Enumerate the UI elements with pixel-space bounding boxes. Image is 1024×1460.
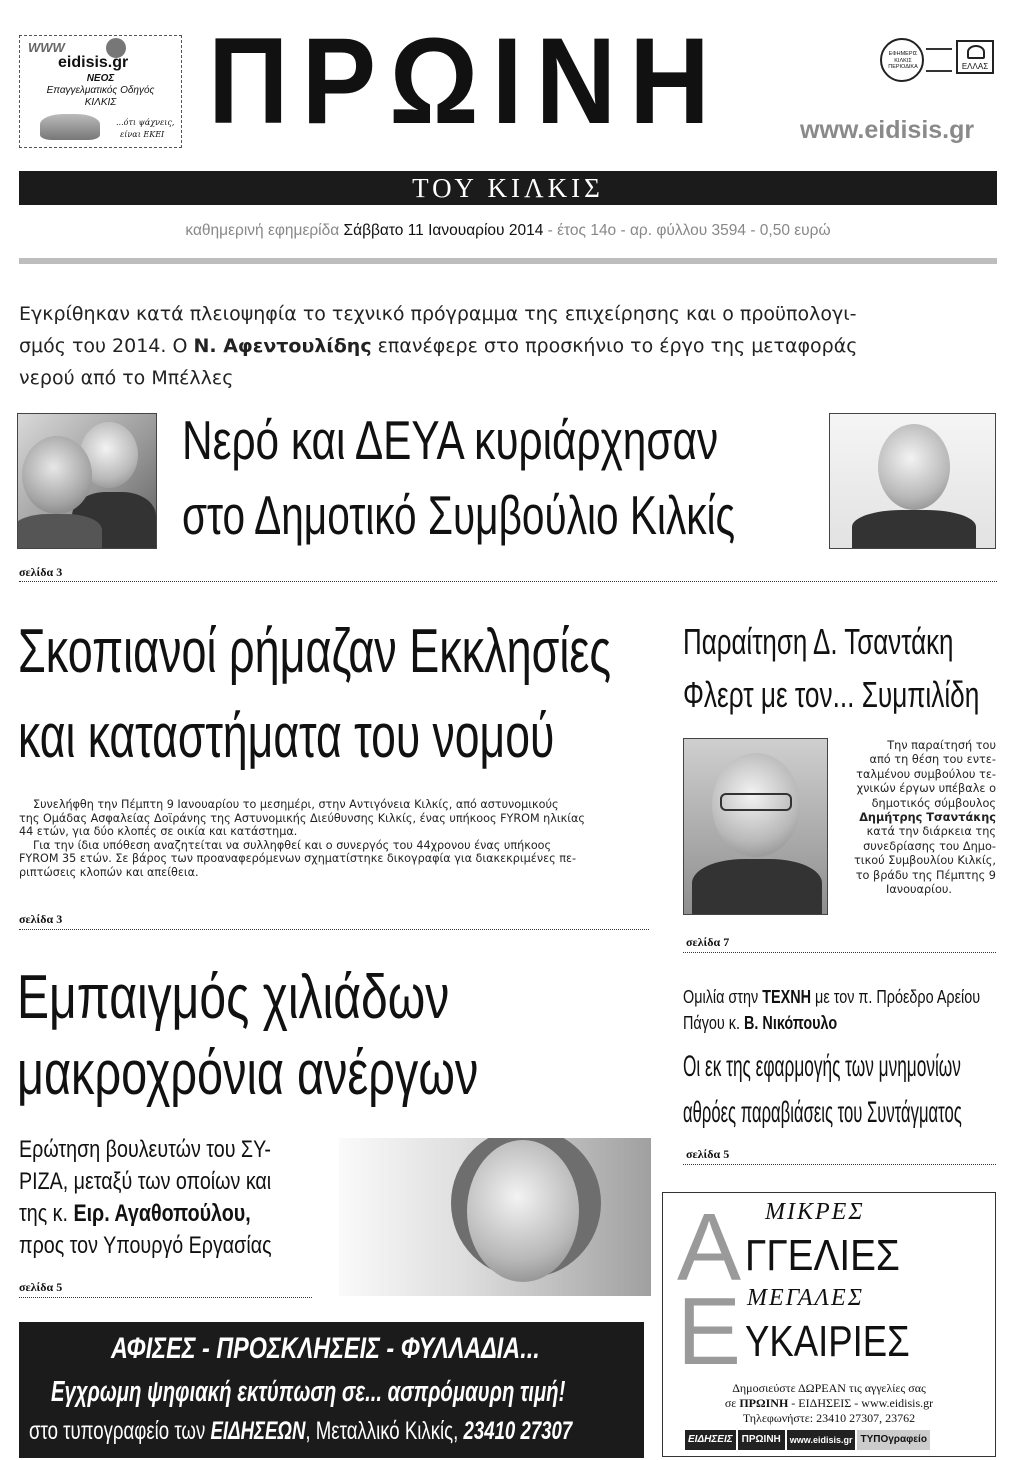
lead-photo-left [17, 413, 157, 549]
logo-line2: Επαγγελματικός Οδηγός [46, 85, 155, 96]
lead-intro-bold: Ν. Αφεντουλίδης [193, 335, 372, 357]
lead-page-ref[interactable]: σελίδα 3 [19, 565, 63, 579]
story4-divider [19, 1297, 312, 1298]
story5-kicker-1: Ομιλία στην ΤΕΧΝΗ με τον π. Πρόεδρο Αρείου [683, 987, 981, 1007]
story3-divider [683, 952, 996, 953]
print-ad-line-3: στο τυπογραφείο των ΕΙΔΗΣΕΩΝ, Μεταλλικό Κιλκίς, 23410 27307 [29, 1417, 573, 1445]
print-ad[interactable] [19, 1322, 644, 1458]
story4-body-2: ΡΙΖΑ, μεταξύ των οποίων και [19, 1168, 272, 1195]
mail-icon [967, 45, 985, 59]
story5-headline-2[interactable]: αθρόες παραβιάσεις του Συντάγματος [683, 1096, 962, 1129]
story3-body-10: το βράδυ της Πέμπτης 9 [855, 868, 996, 882]
print-ad-line-2: Εγχρωμη ψηφιακή εκτύπωση σε... ασπρόμαυρη τιμή! [51, 1376, 566, 1408]
story3-page-ref[interactable]: σελίδα 7 [686, 935, 730, 949]
story3-headline-2[interactable]: Φλερτ με τον... Συμπιλίδη [683, 674, 980, 715]
lead-photo-right [829, 413, 996, 549]
story5-kicker-2: Πάγου κ. Β. Νικόπουλο [683, 1013, 838, 1033]
hand-book-icon [40, 114, 100, 140]
masthead-rule [19, 258, 997, 264]
subtitle-bar [19, 171, 997, 205]
classifieds-info-2: σε ΠΡΩΙΝΗ - ΕΙΔΗΣΕΙΣ - www.eidisis.gr [724, 1396, 934, 1410]
story4-body-4: προς τον Υπουργό Εργασίας [19, 1232, 272, 1259]
masthead-website[interactable]: www.eidisis.gr [800, 116, 975, 144]
story3-body-6: Δημήτρης Τσαντάκης [859, 811, 996, 825]
dateline-post: - έτος 14ο - αρ. φύλλου 3594 - 0,50 ευρώ [547, 222, 831, 239]
stamp2-text: ΕΛΛΑΣ [961, 62, 989, 71]
story2-headline-2[interactable]: και καταστήματα του νομού [18, 702, 555, 771]
logo-site: eidisis.gr [58, 54, 129, 71]
logo-line3: ΚΙΛΚΙΣ [84, 97, 117, 108]
story4-body-3: της κ. Ειρ. Αγαθοπούλου, [19, 1200, 251, 1227]
classifieds-logos [685, 1430, 975, 1450]
lead-headline-2[interactable]: στο Δημοτικό Συμβούλιο Κιλκίς [182, 484, 736, 546]
story2-body-4: Για την ίδια υπόθεση αναζητείται να συλληφθεί και ο συνεργός του 44χρονου ένας υπήκοος [33, 838, 552, 852]
classifieds-mikres: ΜΙΚΡΕΣ [765, 1199, 865, 1225]
story2-body-3: 44 ετών, για δύο κλοπές σε οικία και κατάστημα. [19, 825, 298, 838]
logo-tag1: ...ότι ψάχνεις, [116, 118, 175, 127]
story3-body-8: συνεδρίασης του Δημο- [863, 839, 996, 853]
lead-intro [19, 298, 999, 394]
dateline-date: Σάββατο 11 Ιανουαρίου 2014 [343, 222, 544, 239]
story2-body-5: FYROM 35 ετών. Σε βάρος των προαναφερόμενων σχηματίστηκε δικογραφία για διακεκριμένες πε- [19, 852, 577, 865]
logo-typografeio: ΤΥΠΟγραφείο [857, 1430, 929, 1450]
story4-body-1: Ερώτηση βουλευτών του ΣΥ- [19, 1136, 271, 1163]
story3-headline-1[interactable]: Παραίτηση Δ. Τσαντάκη [683, 621, 954, 662]
story2-body [19, 798, 649, 879]
story3-body-9: τικού Συμβουλίου Κιλκίς, [853, 854, 996, 868]
classifieds-info [663, 1381, 995, 1426]
dateline [19, 222, 997, 240]
logo-proini: ΠΡΩΙΝΗ [738, 1430, 785, 1450]
story3-body-2: από τη θέση του εντε- [869, 753, 996, 767]
logo-eidisis-site: www.eidisis.gr [787, 1430, 856, 1450]
classifieds-big-e: Ε [677, 1278, 742, 1385]
classifieds-info-3: Τηλεφωνήστε: 23410 27307, 23762 [742, 1411, 916, 1425]
story2-body-2: της Ομάδας Ασφαλείας Δοϊράνης της Αστυνομικής Διεύθυνσης Κιλκίς, ένας υπήκοος FYROM ηλικίας [19, 811, 585, 825]
story5-page-ref[interactable]: σελίδα 5 [686, 1147, 730, 1161]
logo-eidiseis: ΕΙΔΗΣΕΙΣ [685, 1430, 736, 1450]
story4-photo [339, 1138, 651, 1296]
masthead-title: ΠΡΩΙΝΗ [208, 13, 723, 150]
story5-kicker [683, 984, 1003, 1036]
story4-page-ref[interactable]: σελίδα 5 [19, 1280, 63, 1294]
logo-line1: ΝΕΟΣ [86, 73, 115, 84]
story4-headline-2[interactable]: μακροχρόνια ανέργων [17, 1039, 479, 1108]
classifieds-info-1: Δημοσιεύστε ΔΩΡΕΑΝ τις αγγελίες σας [732, 1381, 926, 1395]
story2-divider [19, 929, 649, 930]
lead-intro-line-a: Εγκρίθηκαν κατά πλειοψηφία το τεχνικό πρόγραμμα της επιχείρησης και ο προϋπολογι- [19, 303, 857, 325]
story5-divider [683, 1164, 996, 1165]
masthead-subtitle: ΤΟΥ ΚΙΛΚΙΣ [412, 173, 604, 203]
story2-headline-1[interactable]: Σκοπιανοί ρήμαζαν Εκκλησίες [18, 617, 612, 686]
story3-body-3: ταλμένου συμβούλου τε- [856, 767, 996, 781]
story5-headline-1[interactable]: Οι εκ της εφαρμογής των μνημονίων [683, 1050, 961, 1083]
stamp-text: ΕΦΗΜΕΡΙΣ ΚΙΛΚΙΣ ΠΕΡΙΟΔΙΚΑ [888, 51, 918, 70]
classifieds-megales: ΜΕΓΑΛΕΣ [747, 1285, 864, 1311]
story3-body [842, 739, 996, 897]
story3-body-7: κατά την διάρκεια της [866, 825, 996, 839]
story4-body [19, 1134, 319, 1262]
classifieds-ad[interactable] [662, 1192, 996, 1457]
classifieds-ggelies: ΓΓΕΛΙΕΣ [745, 1231, 900, 1280]
story4-headline-1[interactable]: Εμπαιγμός χιλιάδων [17, 963, 450, 1032]
postal-box [956, 40, 994, 74]
eidisis-logo-box[interactable] [19, 35, 182, 148]
story3-body-4: χνικών έργων υπέβαλε ο [856, 782, 996, 796]
dateline-pre: καθημερινή εφημερίδα [185, 222, 340, 239]
story3-body-1: Την παραίτησή του [887, 739, 996, 752]
lead-divider [19, 581, 997, 582]
logo-tag2: είναι ΕΚΕΙ [120, 130, 165, 139]
story3-body-5: δημοτικός σύμβουλος [871, 796, 996, 810]
story2-body-6: ριπτώσεις κλοπών και απείθεια. [19, 865, 199, 879]
story2-body-1: Συνελήφθη την Πέμπτη 9 Ιανουαρίου το μεσημέρι, στην Αντιγόνεια Κιλκίς, από αστυνομικούς [33, 798, 559, 811]
glasses-icon [720, 793, 792, 811]
classifieds-big-a: Α [677, 1194, 742, 1301]
print-ad-line-1: ΑΦΙΣΕΣ - ΠΡΟΣΚΛΗΣΕΙΣ - ΦΥΛΛΑΔΙΑ... [111, 1332, 540, 1365]
postal-stamp [880, 38, 924, 82]
www-arrow-icon: WWW [28, 40, 65, 55]
postal-lines [926, 48, 952, 72]
lead-intro-line-b: σμός του 2014. Ο Ν. Αφεντουλίδης επανέφερε στο προσκήνιο το έργο της μεταφοράς [19, 335, 858, 357]
lead-intro-line-c: νερού από το Μπέλλες [19, 367, 234, 389]
classifieds-ykairies: ΥΚΑΙΡΙΕΣ [745, 1317, 910, 1366]
lead-headline-1[interactable]: Νερό και ΔΕΥΑ κυριάρχησαν [182, 409, 719, 471]
story2-page-ref[interactable]: σελίδα 3 [19, 912, 63, 926]
story3-body-11: Ιανουαρίου. [885, 883, 953, 897]
story3-photo [683, 738, 828, 915]
